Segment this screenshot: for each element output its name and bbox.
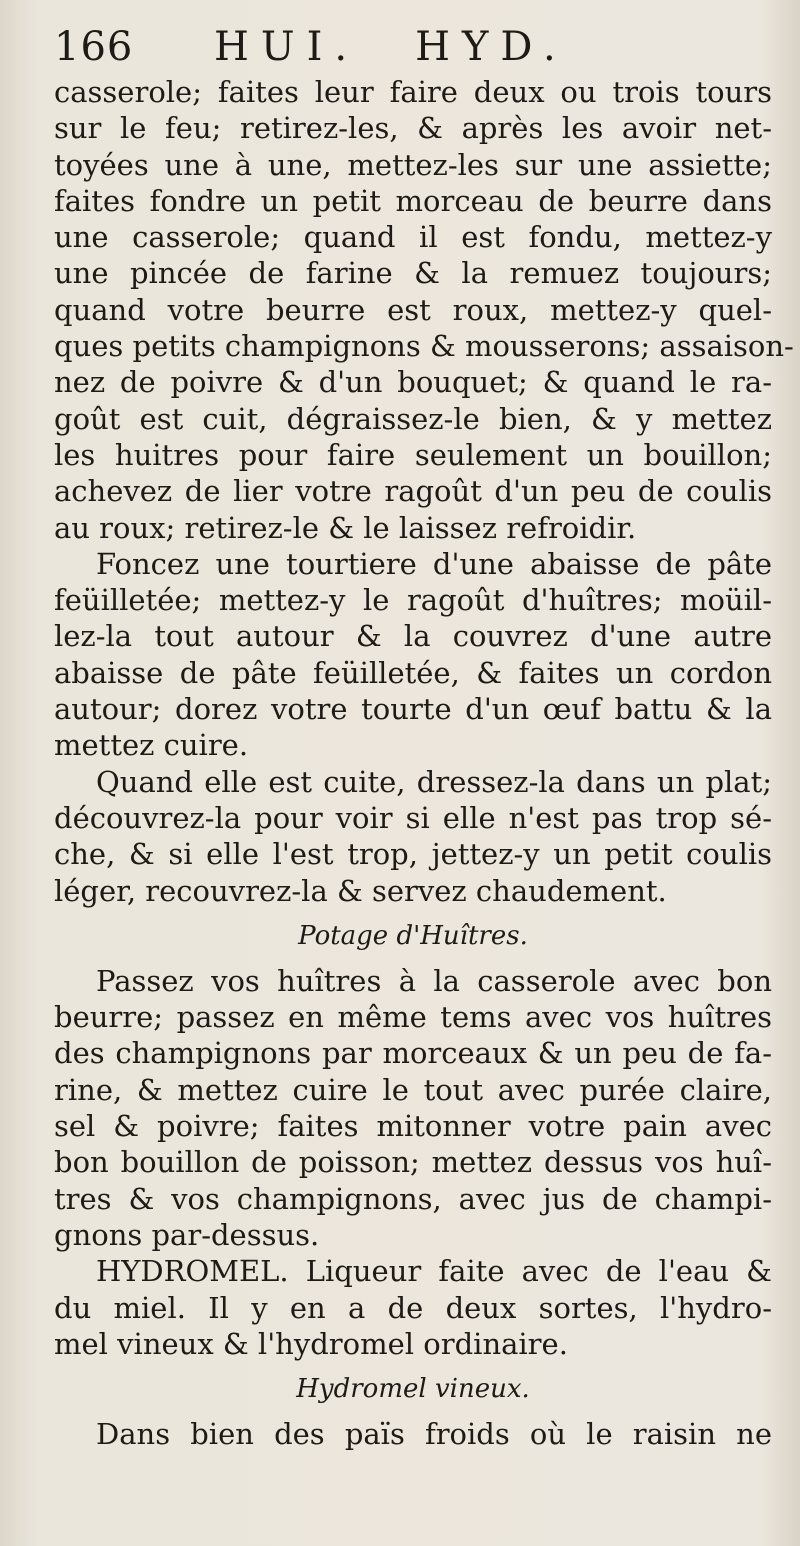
text-line: découvrez-la pour voir si elle n'est pas trop sé- — [54, 800, 772, 835]
text-line: mettez cuire. — [54, 728, 249, 763]
section-heading: Hydromel vineux. — [296, 1374, 530, 1405]
text-line: léger, recouvrez-la & servez chaudement. — [54, 873, 667, 908]
paragraph-start-line: Dans bien des païs froids où le raisin ne — [96, 1417, 772, 1452]
text-line: che, & si elle l'est trop, jettez-y un petit coulis — [54, 837, 772, 872]
text-line: feüilletée; mettez-y le ragoût d'huîtres; moüil- — [54, 583, 772, 618]
running-head-left: HUI. — [214, 24, 360, 70]
text-line: les huitres pour faire seulement un bouillon; — [54, 437, 772, 472]
text-line: goût est cuit, dégraissez-le bien, & y mettez — [54, 401, 772, 436]
text-line: beurre; passez en même tems avec vos huîtres — [54, 1000, 772, 1035]
text-line: toyées une à une, mettez-les sur une assiette; — [54, 147, 772, 182]
text-line: casserole; faites leur faire deux ou trois tours — [54, 75, 772, 109]
text-line: tres & vos champignons, avec jus de champi- — [54, 1181, 772, 1216]
page-number: 166 — [54, 24, 134, 70]
text-line: sel & poivre; faites mitonner votre pain avec — [54, 1109, 772, 1144]
text-line: nez de poivre & d'un bouquet; & quand le ra- — [54, 365, 772, 400]
page-header — [54, 22, 774, 72]
text-line: sur le feu; retirez-les, & après les avoir net- — [54, 111, 772, 146]
text-line: au roux; retirez-le & le laissez refroidir. — [54, 510, 637, 545]
page-body — [54, 74, 794, 1452]
text-line: mel vineux & l'hydromel ordinaire. — [54, 1326, 568, 1361]
text-line: des champignons par morceaux & un peu de fa- — [54, 1036, 772, 1071]
text-line: lez-la tout autour & la couvrez d'une autre — [54, 619, 772, 654]
text-line: une pincée de farine & la remuez toujours; — [54, 256, 772, 291]
text-line: une casserole; quand il est fondu, mettez-y — [54, 220, 772, 255]
text-line: faites fondre un petit morceau de beurre dans — [54, 183, 772, 218]
text-line: quand votre beurre est roux, mettez-y quel- — [54, 292, 772, 327]
text-line: rine, & mettez cuire le tout avec purée claire, — [54, 1072, 772, 1107]
paragraph-start-line: Passez vos huîtres à la casserole avec bon — [96, 963, 772, 998]
text-line: ques petits champignons & mousserons; assaison- — [54, 329, 794, 364]
text-line: autour; dorez votre tourte d'un œuf battu & la — [54, 692, 772, 727]
text-line: achevez de lier votre ragoût d'un peu de coulis — [54, 474, 772, 509]
entry-start-line: HYDROMEL. Liqueur faite avec de l'eau & — [96, 1254, 772, 1289]
running-head-right: HYD. — [415, 24, 568, 70]
running-head — [214, 22, 568, 72]
text-line: abaisse de pâte feüilletée, & faites un cordon — [54, 655, 772, 690]
paragraph-start-line: Quand elle est cuite, dressez-la dans un plat; — [96, 764, 772, 799]
text-line: bon bouillon de poisson; mettez dessus vos huî- — [54, 1145, 772, 1180]
section-heading: Potage d'Huîtres. — [298, 920, 528, 951]
paragraph-start-line: Foncez une tourtiere d'une abaisse de pâte — [96, 546, 772, 581]
text-line: du miel. Il y en a de deux sortes, l'hydro- — [54, 1290, 772, 1325]
text-line: gnons par-dessus. — [54, 1217, 320, 1252]
